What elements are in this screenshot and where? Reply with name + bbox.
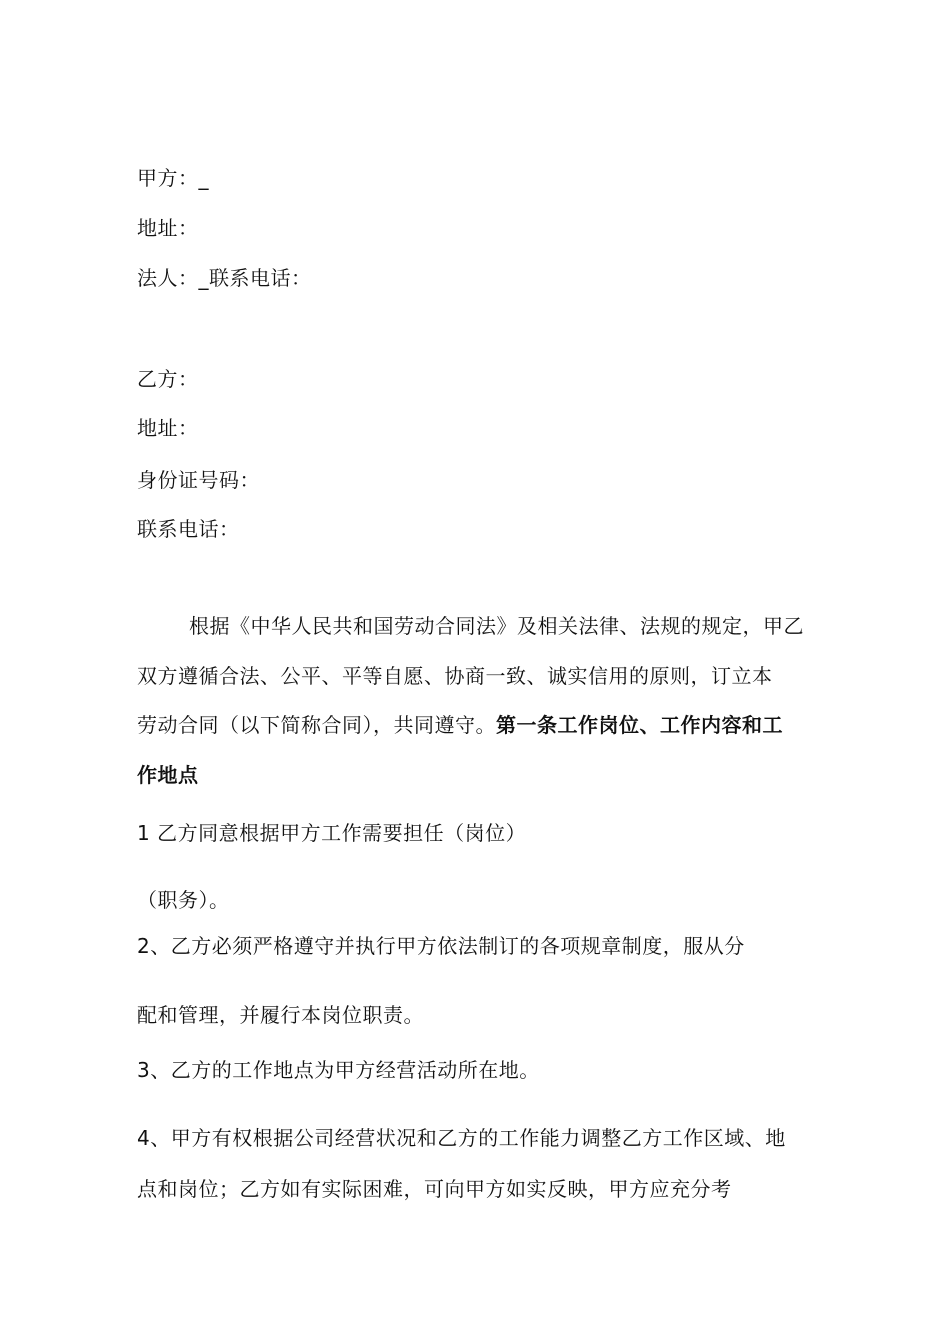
clause-1-line-1: 1 乙方同意根据甲方工作需要担任（岗位） [137, 821, 527, 845]
clause-2-line-1: 2、乙方必须严格遵守并执行甲方依法制订的各项规章制度，服从分 [137, 934, 745, 958]
clause-1-line-2: （职务）。 [137, 888, 230, 912]
party-b-address-line: 地址： [137, 416, 199, 440]
preamble-line-1: 根据《中华人民共和国劳动合同法》及相关法律、法规的规定，甲乙 [189, 614, 804, 638]
clause-2-line-2: 配和管理，并履行本岗位职责。 [137, 1003, 424, 1027]
party-a-legal-rep-line: 法人：_联系电话： [137, 266, 312, 290]
preamble-line-3-text: 劳动合同（以下简称合同），共同遵守。 [137, 713, 496, 737]
party-b-phone-line: 联系电话： [137, 517, 240, 541]
party-a-name-line: 甲方：_ [137, 166, 209, 190]
clause-3-line-1: 3、乙方的工作地点为甲方经营活动所在地。 [137, 1058, 540, 1082]
preamble-line-2: 双方遵循合法、公平、平等自愿、协商一致、诚实信用的原则，订立本 [137, 664, 773, 688]
article-1-heading: 第一条工作岗位、工作内容和工 [496, 713, 783, 737]
preamble-line-3 [137, 713, 783, 737]
article-1-heading-cont: 作地点 [137, 763, 199, 787]
party-b-id-line: 身份证号码： [137, 468, 260, 492]
clause-4-line-2: 点和岗位；乙方如有实际困难，可向甲方如实反映，甲方应充分考 [137, 1177, 732, 1201]
party-a-address-line: 地址： [137, 216, 199, 240]
clause-4-line-1: 4、甲方有权根据公司经营状况和乙方的工作能力调整乙方工作区域、地 [137, 1126, 786, 1150]
party-b-name-line: 乙方： [137, 367, 199, 391]
